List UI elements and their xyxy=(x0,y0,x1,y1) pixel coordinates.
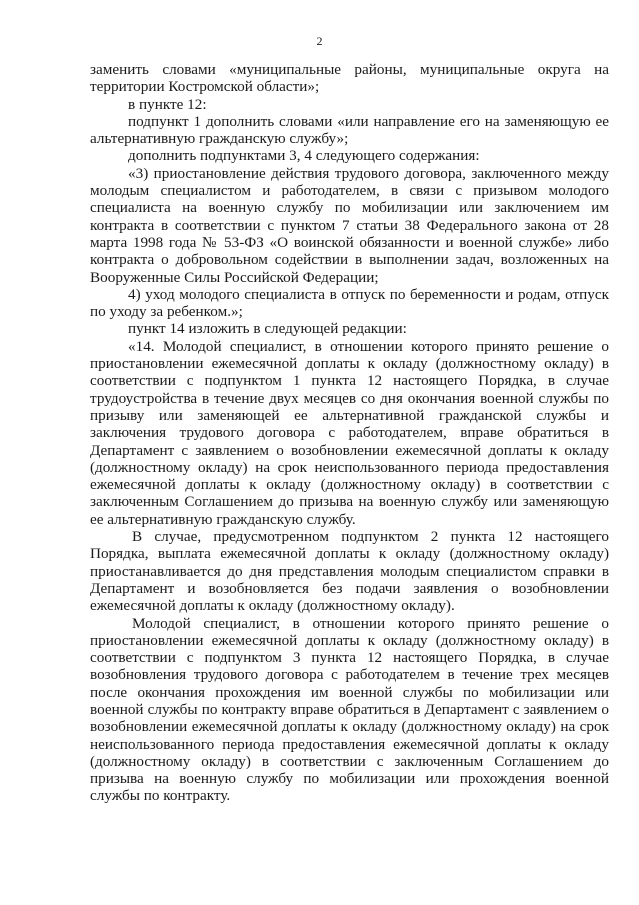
paragraph-point-12-intro: в пункте 12: xyxy=(128,95,207,113)
paragraph-subpoint-1: подпункт 1 дополнить словами «или направление его на заменяющую ее альтернативную гражданскую службу»; xyxy=(90,112,609,148)
paragraph-point-14-intro: пункт 14 изложить в следующей редакции: xyxy=(128,320,407,338)
document-body xyxy=(90,61,609,805)
page-number: 2 xyxy=(316,34,323,48)
paragraph-case-subpoint-2: В случае, предусмотренном подпунктом 2 пункта 12 настоящего Порядка, выплата ежемесячной доплаты к окладу (должностному окладу) приостанавливается до дня представления молодым специалистом справки в Департамент и возобновляется без подачи заявления о возобновлении ежемесячной доплаты к окладу (должностному окладу). xyxy=(90,528,609,615)
paragraph-point-14: «14. Молодой специалист, в отношении которого принято решение о приостановлении ежемесячной доплаты к окладу (должностному окладу) в соответствии с подпунктом 1 пункта 12 настоящего Порядка, в случае трудоустройства в течение двух месяцев со дня окончания военной службы по призыву или заменяющей ее альтернативной гражданской службы и заключения трудового договора с работодателем, вправе обратиться в Департамент с заявлением о возобновлении ежемесячной доплаты к окладу (должностному окладу) на срок неиспользованного периода предоставления ежемесячной доплаты к окладу (должностному окладу) в соответствии с заключенным Соглашением до призыва на военную службу или заменяющую ее альтернативную гражданскую службу. xyxy=(90,337,609,528)
paragraph-replace-words: заменить словами «муниципальные районы, муниципальные округа на территории Костромской области»; xyxy=(90,61,609,96)
paragraph-subpoint-3: «3) приостановление действия трудового договора, заключенного между молодым специалистом и работодателем, в связи с призывом молодого специалиста на военную службу по мобилизации или заключением им контракта в соответствии с пунктом 7 статьи 38 Федерального закона от 28 марта 1998 года № 53-ФЗ «О воинской обязанности и военной службе» либо контракта о добровольном содействии в выполнении задач, возложенных на Вооруженные Силы Российской Федерации; xyxy=(90,164,609,286)
paragraph-add-subpoints: дополнить подпунктами 3, 4 следующего содержания: xyxy=(128,147,480,165)
paragraph-case-subpoint-3: Молодой специалист, в отношении которого принято решение о приостановлении ежемесячной доплаты к окладу (должностному окладу) в соответствии с подпунктом 3 пункта 12 настоящего Порядка, в случае возобновления трудового договора с работодателем в течение трех месяцев после окончания прохождения им военной службы по мобилизации или военной службы по контракту вправе обратиться в Департамент с заявлением о возобновлении ежемесячной доплаты к окладу (должностному окладу) на срок неиспользованного периода предоставления ежемесячной доплаты к окладу (должностному окладу) в соответствии с заключенным Соглашением до призыва на военную службу по мобилизации или прохождения военной службы по контракту. xyxy=(90,614,609,805)
paragraph-subpoint-4: 4) уход молодого специалиста в отпуск по беременности и родам, отпуск по уходу за ребенком.»; xyxy=(90,285,609,321)
